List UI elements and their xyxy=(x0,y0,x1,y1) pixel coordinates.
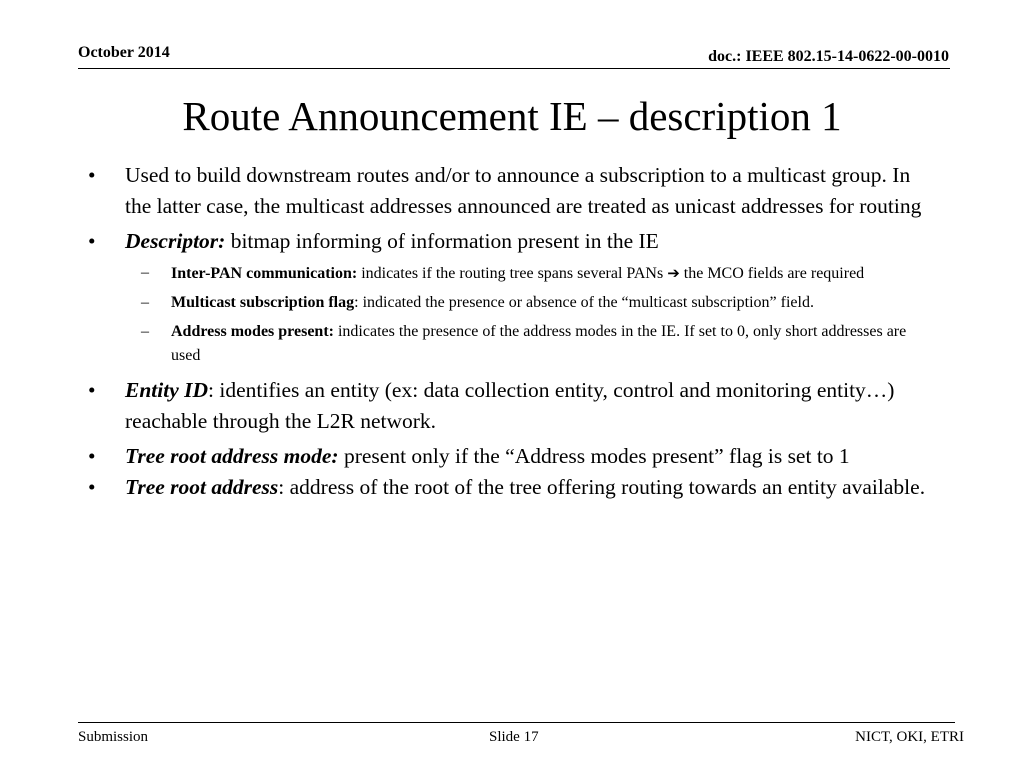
bullet-usage-text: Used to build downstream routes and/or to announce a subscription to a multicast group. In the latter case, the multicast addresses announced are treated as unicast addresses for routing xyxy=(125,163,922,218)
inter-pan-term: Inter-PAN communication: xyxy=(171,265,358,282)
multicast-flag-term: Multicast subscription flag xyxy=(171,294,355,311)
sub-dash: – xyxy=(141,294,149,311)
entity-id-term: Entity ID xyxy=(125,378,209,402)
bullet-usage xyxy=(88,160,933,222)
header-rule xyxy=(78,68,950,69)
footer-rule xyxy=(78,722,955,723)
entity-id-text: : identifies an entity (ex: data collection entity, control and monitoring entity…) reachable through the L2R network. xyxy=(125,378,895,433)
sub-address-modes xyxy=(141,320,933,368)
footer-slide-number: Slide 17 xyxy=(489,729,539,745)
address-modes-text: indicates the presence of the address modes in the IE. If set to 0, only short addresses are used xyxy=(171,323,907,364)
slide-content xyxy=(88,160,933,503)
header-doc-id: doc.: IEEE 802.15-14-0622-00-0010 xyxy=(708,48,949,65)
sub-multicast-flag xyxy=(141,291,933,315)
bullet-mark: • xyxy=(88,444,96,468)
footer-authors: NICT, OKI, ETRI xyxy=(855,729,964,745)
bullet-tree-root-address xyxy=(88,472,933,503)
tree-root-mode-term: Tree root address mode: xyxy=(125,444,339,468)
descriptor-term: Descriptor: xyxy=(125,229,226,253)
tree-root-address-text: : address of the root of the tree offering routing towards an entity available. xyxy=(278,475,926,499)
multicast-flag-text: : indicated the presence or absence of the “multicast subscription” field. xyxy=(354,294,814,311)
descriptor-text: bitmap informing of information present in the IE xyxy=(225,229,659,253)
bullet-descriptor xyxy=(88,226,933,257)
tree-root-mode-text: present only if the “Address modes present” flag is set to 1 xyxy=(338,444,850,468)
footer-submission: Submission xyxy=(78,729,149,745)
sub-inter-pan xyxy=(141,261,933,286)
bullet-mark: • xyxy=(88,163,96,187)
bullet-mark: • xyxy=(88,378,96,402)
slide-title: Route Announcement IE – description 1 xyxy=(182,93,842,139)
bullet-entity-id xyxy=(88,375,933,437)
tree-root-address-term: Tree root address xyxy=(125,475,279,499)
inter-pan-text-after: the MCO fields are required xyxy=(679,265,865,282)
header-date: October 2014 xyxy=(78,44,170,61)
right-arrow-icon: ➔ xyxy=(667,264,680,282)
inter-pan-text-before: indicates if the routing tree spans several PANs xyxy=(357,265,668,282)
sub-dash: – xyxy=(141,264,149,281)
address-modes-term: Address modes present: xyxy=(171,323,334,340)
bullet-mark: • xyxy=(88,475,96,499)
bullet-mark: • xyxy=(88,229,96,253)
bullet-tree-root-mode xyxy=(88,441,933,472)
sub-dash: – xyxy=(141,323,149,340)
